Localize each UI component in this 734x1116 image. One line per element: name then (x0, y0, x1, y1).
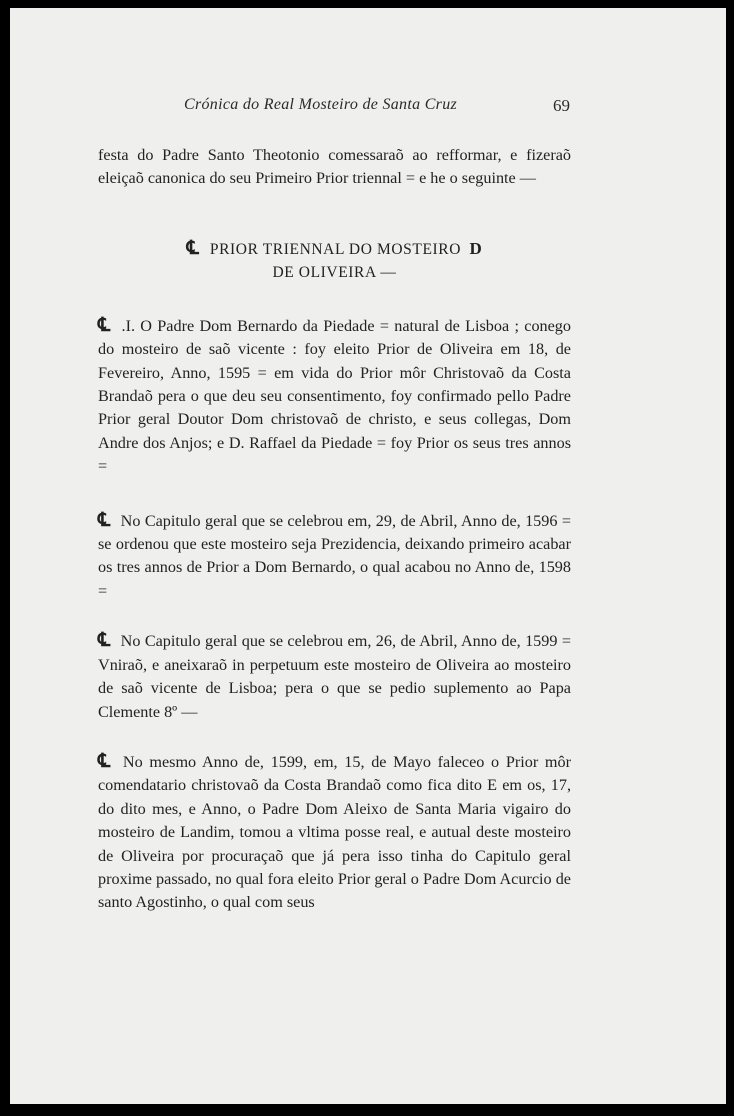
paragraph-mark-icon: ℄ (98, 313, 111, 336)
spacer (98, 284, 571, 314)
section-heading (98, 237, 571, 284)
page-header (10, 94, 726, 120)
paragraph-mark-icon: ℄ (98, 629, 111, 652)
running-title: Crónica do Real Mosteiro de Santa Cruz (184, 96, 458, 113)
heading-text-1: PRIOR TRIENNAL DO MOSTEIRO (209, 240, 462, 258)
intro-paragraph: festa do Padre Santo Theotonio comessaraõ ao refformar, e fizeraõ eleiçaõ canonica do seu Primeiro Prior triennal = e he o seguinte — (98, 146, 571, 188)
spacer (98, 479, 571, 509)
paragraph-mark-icon: ℄ (98, 508, 111, 531)
closing-mark-icon: D (469, 238, 483, 258)
spacer (98, 724, 571, 750)
paragraph-text: No Capitulo geral que se celebrou em, 26, de Abril, Anno de, 1599 = Vniraõ, e aneixaraõ in perpetuum este mosteiro de Oliveira ao mosteiro de saõ vicente de Lisboa; pera o que se pedio suplemento ao Papa Clemente 8º — (98, 632, 571, 721)
book-page (10, 8, 726, 1104)
paragraph-2 (98, 509, 571, 604)
spacer (98, 603, 571, 629)
paragraph-text: No mesmo Anno de, 1599, em, 15, de Mayo faleceo o Prior môr comendatario christovaõ da Costa Brandaõ como fica dito E em os, 17, do dito mes, e Anno, o Padre Dom Aleixo de Santa Maria vigairo do mosteiro de Landim, tomou a vltima posse real, e autual deste mosteiro de Oliveira por procuraçaõ que já pera isso tinha do Capitulo geral proxime passado, no qual fora eleito Prior geral o Padre Dom Acurcio de santo Agostinho, o qual com seus (98, 752, 571, 912)
paragraph-text: .I. O Padre Dom Bernardo da Piedade = natural de Lisboa ; conego do mosteiro de saõ vicente : foy eleito Prior de Oliveira em 18, de Fevereiro, Anno, 1595 = em vida do Prior môr Christovaõ da Costa Brandaõ pera o que deu seu consentimento, foy confirmado pello Padre Prior geral Doutor Dom christovaõ de christo, e seus collegas, Dom Andre dos Anjos; e D. Raffael da Piedade = foy Prior os seus tres annos = (98, 316, 571, 476)
paragraph-mark-icon: ℄ (98, 749, 111, 772)
paragraph-1 (98, 314, 571, 479)
paragraph-4 (98, 750, 571, 915)
paragraph-text: No Capitulo geral que se celebrou em, 29, de Abril, Anno de, 1596 = se ordenou que este mosteiro seja Prezidencia, deixando primeiro acabar os tres annos de Prior a Dom Bernardo, o qual acabou no Anno de, 1598 = (98, 511, 571, 600)
paragraph-mark-icon: ℄ (186, 236, 200, 259)
body-text (98, 144, 571, 915)
section-heading-line-1 (98, 237, 571, 261)
page-number: 69 (553, 96, 570, 115)
section-heading-line-2: DE OLIVEIRA — (272, 263, 397, 281)
paragraph-3 (98, 629, 571, 724)
